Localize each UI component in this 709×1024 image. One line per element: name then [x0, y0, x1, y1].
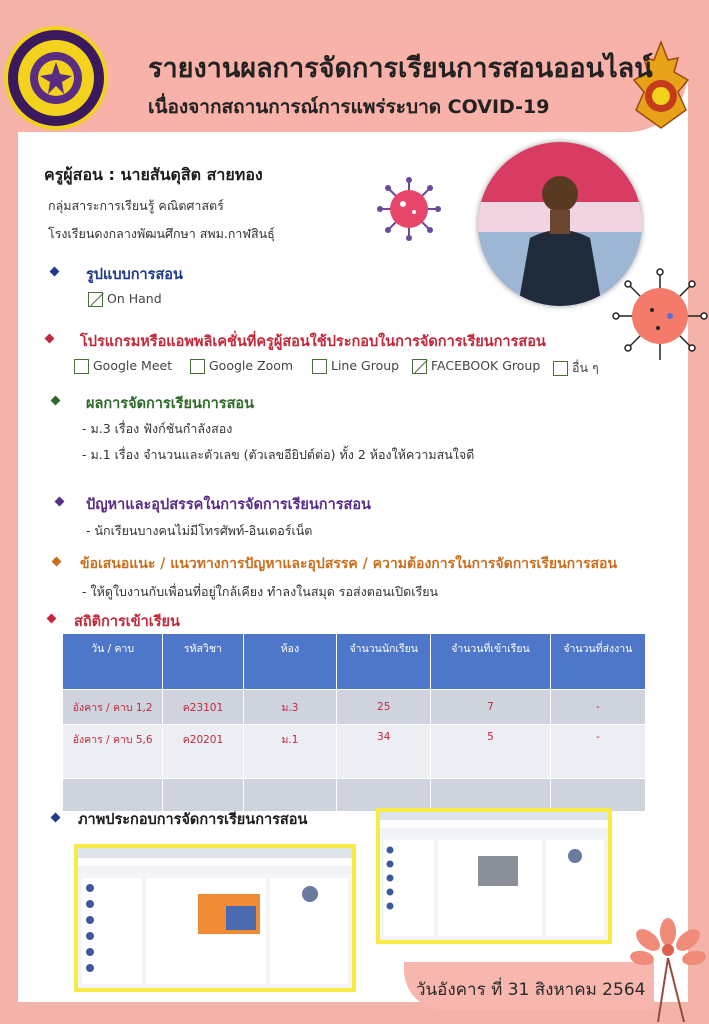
- table-cell: [243, 779, 337, 812]
- checkbox-checked-icon: [88, 292, 103, 307]
- checkbox-icon: [190, 359, 205, 374]
- table-header-cell: จำนวนที่เข้าเรียน: [431, 634, 551, 690]
- table-cell: ค23101: [163, 690, 243, 725]
- page-subtitle: เนื่องจากสถานการณ์การแพร่ระบาด COVID-19: [148, 96, 550, 118]
- program-option-label: Google Meet: [93, 358, 173, 373]
- program-option-label: FACEBOOK Group: [431, 358, 541, 373]
- suggestions-title: ข้อเสนอแนะ / แนวทางการปัญหาและอุปสรรค / ความต้องการในการจัดการเรียนการสอน: [80, 556, 618, 572]
- logo-emblem: [8, 30, 104, 126]
- program-option-label: Google Zoom: [209, 358, 294, 373]
- subject-group: กลุ่มสาระการเรียนรู้ คณิตศาสตร์: [48, 198, 224, 213]
- checkbox-icon: [74, 359, 89, 374]
- page-title: รายงานผลการจัดการเรียนการสอนออนไลน์: [148, 53, 653, 84]
- program-option-facebook-group[interactable]: [412, 358, 540, 374]
- checkbox-icon: [312, 359, 327, 374]
- table-cell: อังคาร / คาบ 5,6: [63, 725, 163, 779]
- checkbox-checked-icon: [412, 359, 427, 374]
- teaching-format-option[interactable]: [88, 291, 162, 307]
- flower-decoration-icon: [628, 918, 708, 1022]
- virus-illustration-icon: [376, 176, 442, 242]
- program-option-other[interactable]: [553, 358, 599, 378]
- table-cell: [63, 779, 163, 812]
- program-option-label: อื่น ๆ: [572, 360, 599, 375]
- table-cell: 34: [337, 725, 431, 779]
- checkbox-icon: [553, 361, 568, 376]
- attendance-table: [62, 633, 646, 812]
- table-header-cell: ห้อง: [243, 634, 337, 690]
- screenshot-image-2: [376, 808, 612, 944]
- table-cell: [431, 779, 551, 812]
- program-option-google-zoom[interactable]: [190, 358, 293, 374]
- virus-decoration-icon: [612, 268, 708, 364]
- table-row: [63, 690, 646, 725]
- table-row: [63, 725, 646, 779]
- table-cell: [163, 779, 243, 812]
- table-row: [63, 779, 646, 812]
- screenshot-image-1: [74, 844, 356, 992]
- table-header-cell: รหัสวิชา: [163, 634, 243, 690]
- table-header-cell: จำนวนที่ส่งงาน: [550, 634, 645, 690]
- teaching-format-label: On Hand: [107, 291, 162, 306]
- school-logo: [4, 26, 108, 130]
- table-cell: ม.1: [243, 725, 337, 779]
- program-option-google-meet[interactable]: [74, 358, 172, 374]
- program-option-label: Line Group: [331, 358, 400, 373]
- table-cell: [550, 779, 645, 812]
- problems-title: ปัญหาและอุปสรรคในการจัดการเรียนการสอน: [86, 497, 371, 513]
- result-item: - ม.1 เรื่อง จำนวนและตัวเลข (ตัวเลขอียิปต์ต่อ) ทั้ง 2 ห้องให้ความสนใจดี: [82, 447, 475, 462]
- table-cell: ม.3: [243, 690, 337, 725]
- problem-item: - นักเรียนบางคนไม่มีโทรศัพท์-อินเตอร์เน็ต: [86, 523, 313, 538]
- table-cell: -: [550, 690, 645, 725]
- report-date: วันอังคาร ที่ 31 สิงหาคม 2564: [416, 980, 646, 1000]
- table-header-cell: จำนวนนักเรียน: [337, 634, 431, 690]
- table-cell: ค20201: [163, 725, 243, 779]
- table-cell: 25: [337, 690, 431, 725]
- table-cell: 5: [431, 725, 551, 779]
- table-cell: อังคาร / คาบ 1,2: [63, 690, 163, 725]
- result-item: - ม.3 เรื่อง ฟังก์ชันกำลังสอง: [82, 421, 233, 436]
- table-cell: [337, 779, 431, 812]
- gallery-title: ภาพประกอบการจัดการเรียนการสอน: [78, 812, 308, 828]
- teacher-name: ครูผู้สอน : นายสันดุสิต สายทอง: [44, 165, 263, 184]
- table-cell: -: [550, 725, 645, 779]
- programs-title: โปรแกรมหรือแอพพลิเคชั่นที่ครูผู้สอนใช้ประกอบในการจัดการเรียนการสอน: [80, 334, 546, 350]
- table-header-cell: วัน / คาบ: [63, 634, 163, 690]
- program-option-line-group[interactable]: [312, 358, 399, 374]
- table-header-row: [63, 634, 646, 690]
- suggestion-item: - ให้ดูใบงานกับเพื่อนที่อยู่ใกล้เคียง ทำลงในสมุด รอส่งตอนเปิดเรียน: [82, 584, 439, 599]
- school-name: โรงเรียนดงกลางพัฒนศึกษา สพม.กาฬสินธุ์: [48, 226, 275, 241]
- results-title: ผลการจัดการเรียนการสอน: [86, 396, 255, 412]
- table-cell: 7: [431, 690, 551, 725]
- teaching-format-title: รูปแบบการสอน: [86, 267, 183, 283]
- stats-title: สถิติการเข้าเรียน: [74, 614, 180, 630]
